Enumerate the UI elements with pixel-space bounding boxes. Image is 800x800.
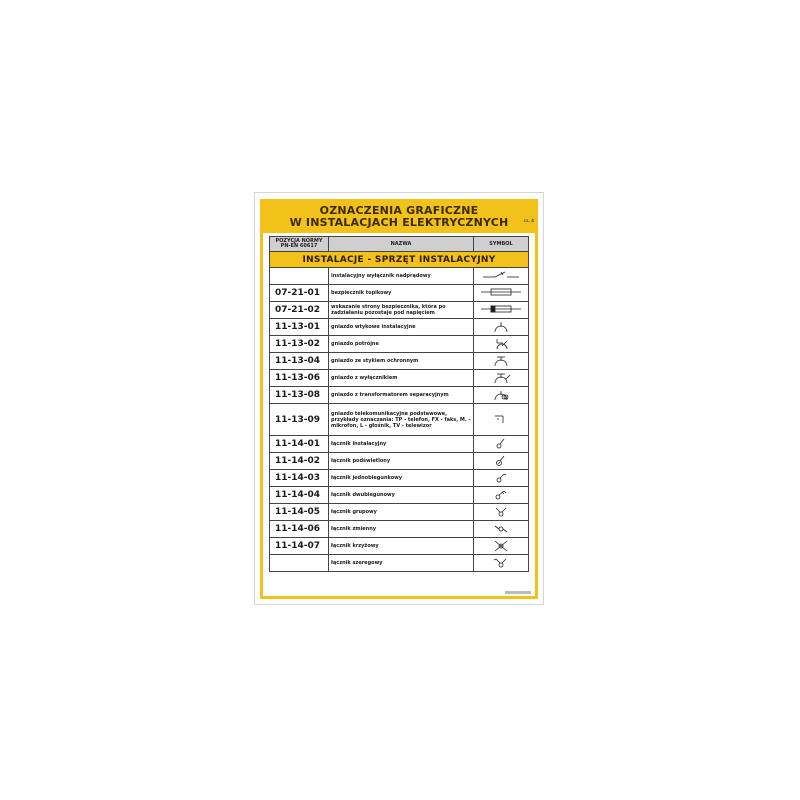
symbol-name: łącznik instalacyjny [329, 436, 474, 453]
poster-sheet [254, 192, 544, 605]
norm-code: 11-14-01 [270, 436, 329, 453]
transformer-socket-icon [479, 389, 523, 401]
norm-code: 11-13-06 [270, 370, 329, 387]
norm-code: 11-13-09 [270, 404, 329, 436]
symbol-name: gniazdo z transformatorem separacyjnym [329, 387, 474, 404]
table-row [270, 487, 529, 504]
table-row [270, 453, 529, 470]
norm-code: 11-13-02 [270, 336, 329, 353]
norm-code [270, 268, 329, 285]
symbol-cell [474, 555, 529, 572]
symbol-name: gniazdo ze stykiem ochronnym [329, 353, 474, 370]
telecom-socket-icon [479, 414, 523, 426]
symbol-name: gniazdo potrójne [329, 336, 474, 353]
table-row [270, 504, 529, 521]
table-row [270, 470, 529, 487]
norm-code: 11-14-04 [270, 487, 329, 504]
symbol-cell [474, 453, 529, 470]
publisher-logo [505, 591, 531, 594]
symbol-name: łącznik krzyżowy [329, 538, 474, 555]
norm-code: 11-14-02 [270, 453, 329, 470]
symbol-name: łącznik podświetlony [329, 453, 474, 470]
illuminated-switch-icon [479, 455, 523, 467]
norm-code: 11-13-04 [270, 353, 329, 370]
symbol-cell [474, 470, 529, 487]
symbol-cell [474, 268, 529, 285]
fuse-live-side-icon [479, 304, 523, 316]
norm-code [270, 555, 329, 572]
symbol-name: łącznik zmienny [329, 521, 474, 538]
poster-frame [260, 199, 538, 599]
switch-icon [479, 438, 523, 450]
switched-socket-icon [479, 372, 523, 384]
breaker-symbol-icon [479, 270, 523, 282]
norm-code: 11-14-03 [270, 470, 329, 487]
table-row [270, 555, 529, 572]
title-line-2: W INSTALACJACH ELEKTRYCZNYCH [289, 216, 509, 229]
symbol-name: gniazdo z wyłącznikiem [329, 370, 474, 387]
table-row [270, 538, 529, 555]
norm-code: 07-21-02 [270, 302, 329, 319]
table-row [270, 387, 529, 404]
socket-icon [479, 321, 523, 333]
table-row [270, 404, 529, 436]
symbol-cell [474, 353, 529, 370]
section-title: INSTALACJE - SPRZĘT INSTALACYJNY [270, 252, 529, 268]
table-row [270, 285, 529, 302]
col-name-header: NAZWA [329, 237, 474, 252]
title-line-1: OZNACZENIA GRAFICZNE [319, 204, 479, 217]
table-row [270, 521, 529, 538]
symbol-cell [474, 370, 529, 387]
symbol-name: gniazdo telekomunikacyjne podstawowe, przykłady oznaczania: TP - telefon, FX - faks, M. - mikrofon, L - głośnik, TV - telewizor [329, 404, 474, 436]
table-header [270, 237, 529, 252]
symbol-cell [474, 302, 529, 319]
poster-title [263, 202, 535, 233]
two-way-switch-icon [479, 523, 523, 535]
section-row [270, 252, 529, 268]
series-switch-icon [479, 557, 523, 569]
norm-code: 11-14-05 [270, 504, 329, 521]
symbol-cell [474, 404, 529, 436]
symbol-name: instalacyjny wyłącznik nadprądowy [329, 268, 474, 285]
double-pole-switch-icon [479, 489, 523, 501]
symbol-name: łącznik szeregowy [329, 555, 474, 572]
table-row [270, 336, 529, 353]
group-switch-icon [479, 506, 523, 518]
symbols-table [269, 236, 529, 572]
sheet-number: cz. 4 [523, 218, 534, 223]
symbol-cell [474, 538, 529, 555]
norm-code: 11-13-08 [270, 387, 329, 404]
symbol-cell [474, 504, 529, 521]
table-row [270, 319, 529, 336]
col-symbol-header: SYMBOL [474, 237, 529, 252]
symbol-name: łącznik jednobiegunkowy [329, 470, 474, 487]
symbol-name: gniazdo wtykowe instalacyjne [329, 319, 474, 336]
symbol-cell [474, 319, 529, 336]
table-row [270, 436, 529, 453]
table-row [270, 353, 529, 370]
symbol-name: wskazanie strony bezpiecznika, która po zadziałaniu pozostaje pod napięciem [329, 302, 474, 319]
protective-socket-icon [479, 355, 523, 367]
symbol-name: łącznik grupowy [329, 504, 474, 521]
cross-switch-icon [479, 540, 523, 552]
symbol-cell [474, 521, 529, 538]
symbol-name: łącznik dwubiegunowy [329, 487, 474, 504]
norm-code: 11-13-01 [270, 319, 329, 336]
col-position-header: POZYCJA NORMY PN-EN 60617 [270, 237, 329, 252]
symbol-cell [474, 436, 529, 453]
symbol-cell [474, 387, 529, 404]
symbol-cell [474, 336, 529, 353]
norm-code: 07-21-01 [270, 285, 329, 302]
symbol-name: bezpiecznik topikowy [329, 285, 474, 302]
symbol-cell [474, 487, 529, 504]
table-row [270, 370, 529, 387]
single-pole-switch-icon [479, 472, 523, 484]
triple-socket-icon [479, 338, 523, 350]
norm-code: 11-14-07 [270, 538, 329, 555]
symbol-cell [474, 285, 529, 302]
table-row [270, 302, 529, 319]
norm-code: 11-14-06 [270, 521, 329, 538]
fuse-symbol-icon [479, 287, 523, 299]
table-row [270, 268, 529, 285]
